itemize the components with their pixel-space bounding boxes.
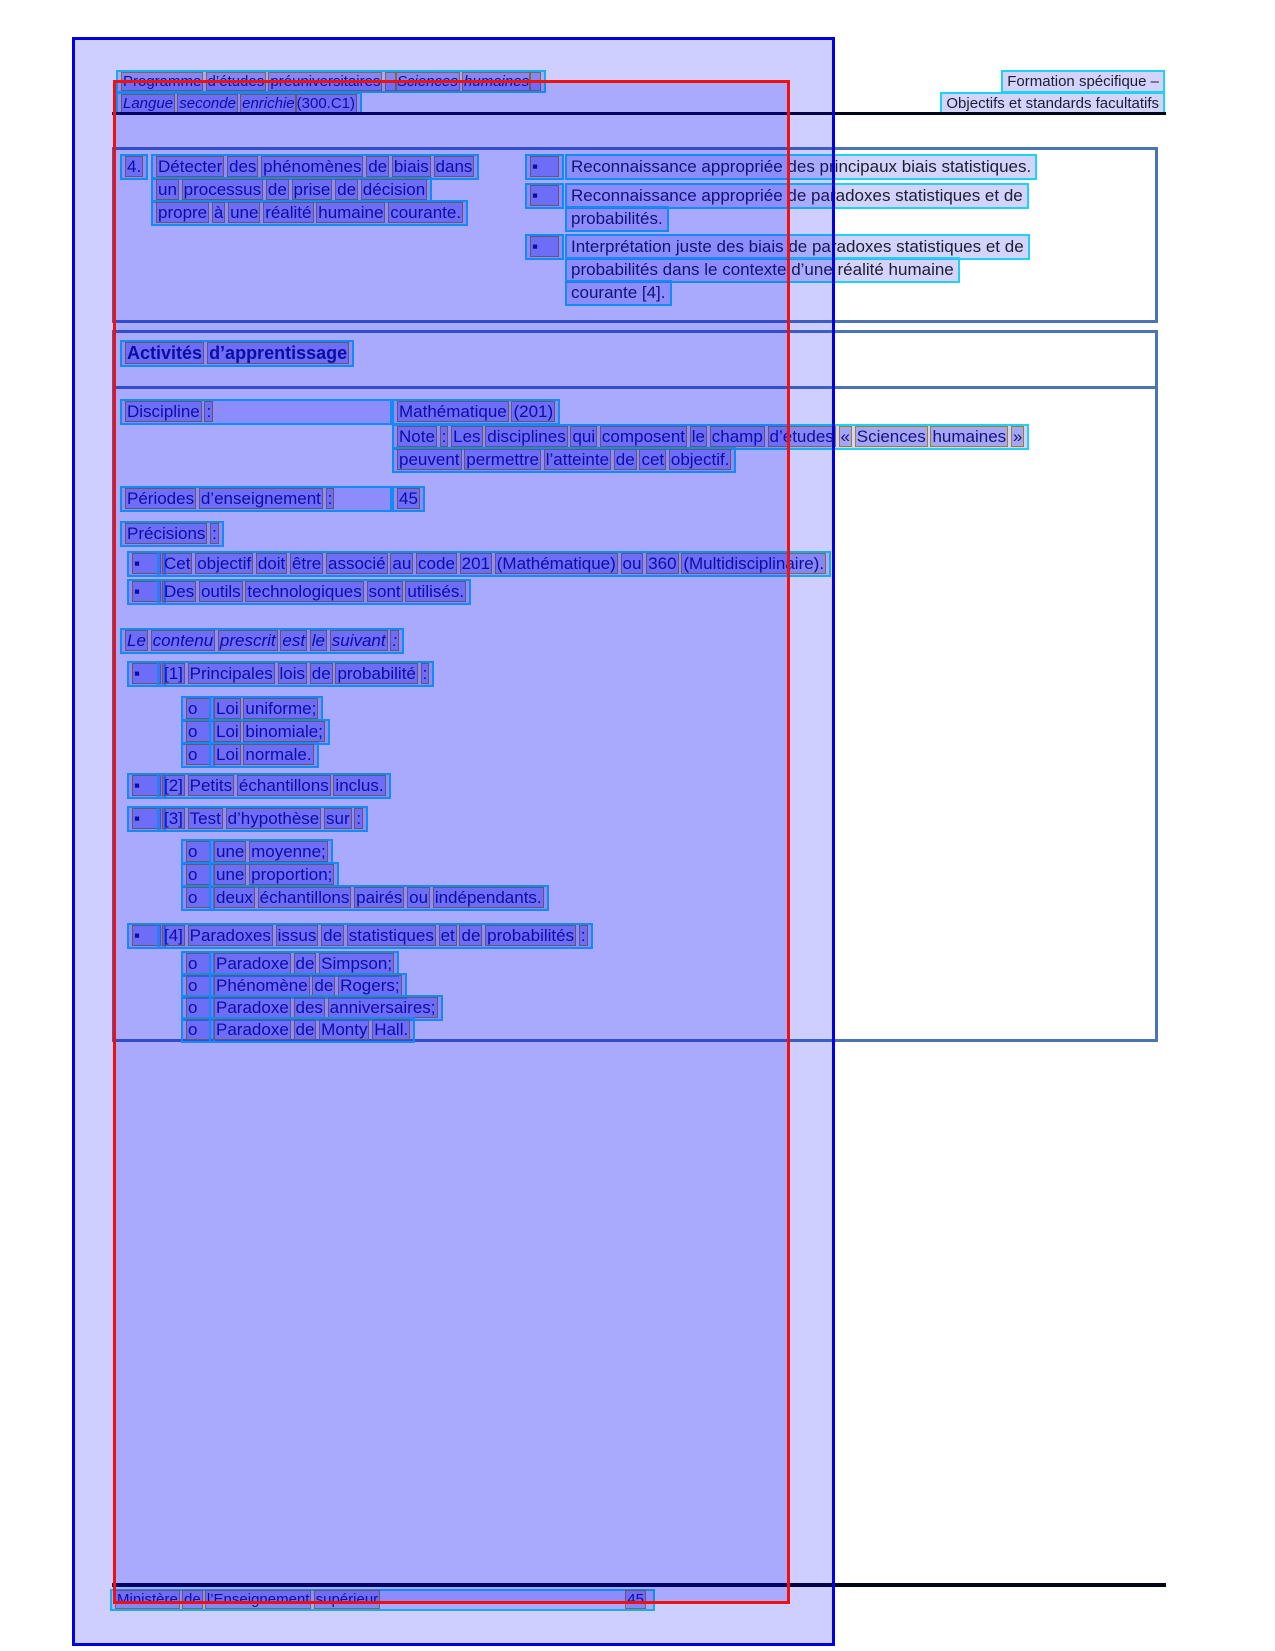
page-number: 45 xyxy=(627,1591,644,1609)
discipline-label: Discipline : xyxy=(120,399,392,425)
content-sub-item: deux échantillons pairés ou indépendants. xyxy=(209,885,549,911)
content-sub-item: Phénomène de Rogers; xyxy=(209,973,407,999)
header-rule xyxy=(112,112,1166,115)
content-sub-item: Loi uniforme; xyxy=(209,696,323,722)
content-item: [1] Principales lois de probabilité : xyxy=(157,661,434,687)
content-sub-bullet-icon: o xyxy=(181,719,215,745)
content-sub-item: Loi binomiale; xyxy=(209,719,330,745)
criteria-line: Interprétation juste des biais de paradoxes statistiques et de xyxy=(565,234,1030,260)
criteria-bullet-icon: ▪ xyxy=(525,183,564,209)
content-sub-item: Paradoxe des anniversaires; xyxy=(209,995,443,1021)
content-sub-bullet-icon: o xyxy=(181,995,215,1021)
content-sub-bullet-icon: o xyxy=(181,973,215,999)
header-course-name: Langue seconde enrichie xyxy=(123,95,295,112)
criteria-line: probabilités dans le contexte d’une réalité humaine xyxy=(565,257,960,283)
header-course-code: (300.C1) xyxy=(296,95,356,112)
content-sub-bullet-icon: o xyxy=(181,885,215,911)
precision-bullet: Des outils technologiques sont utilisés. xyxy=(157,579,471,605)
header-dash: – xyxy=(531,73,540,90)
header-right-line2: Objectifs et standards facultatifs xyxy=(940,92,1165,115)
criteria-bullet-icon: ▪ xyxy=(525,154,564,180)
activities-title: Activités d’apprentissage xyxy=(120,340,354,367)
precision-bullet-icon: ▪ xyxy=(127,579,166,605)
criteria-line: probabilités. xyxy=(565,206,669,232)
content-intro: Le contenu prescrit est le suivant : xyxy=(120,628,404,654)
content-sub-item: Paradoxe de Monty Hall. xyxy=(209,1017,415,1043)
discipline-note-line: Note : Les disciplines qui composent le champ d’études « Sciences humaines » xyxy=(392,424,1029,450)
content-sub-item: Paradoxe de Simpson; xyxy=(209,951,399,977)
criteria-line: Reconnaissance appropriée des principaux biais statistiques. xyxy=(565,154,1037,180)
content-item-bullet-icon: ▪ xyxy=(127,661,166,687)
objective-statement-line: un processus de prise de décision xyxy=(151,177,432,203)
periods-label: Périodes d’enseignement : xyxy=(120,486,392,512)
header-program-field: Sciences humaines xyxy=(396,73,530,90)
content-item-bullet-icon: ▪ xyxy=(127,773,166,799)
content-sub-item: une proportion; xyxy=(209,862,339,888)
content-item: [2] Petits échantillons inclus. xyxy=(157,773,391,799)
objective-statement-line: propre à une réalité humaine courante. xyxy=(151,200,468,226)
header-program-text: Programme d’études préuniversitaires – xyxy=(123,73,395,90)
discipline-note-line: peuvent permettre l’atteinte de cet objectif. xyxy=(392,447,736,473)
content-sub-bullet-icon: o xyxy=(181,742,215,768)
activities-table xyxy=(112,330,1158,1042)
content-sub-bullet-icon: o xyxy=(181,839,215,865)
criteria-line: Reconnaissance appropriée de paradoxes statistiques et de xyxy=(565,183,1029,209)
criteria-bullet-icon: ▪ xyxy=(525,234,564,260)
content-sub-bullet-icon: o xyxy=(181,1017,215,1043)
header-left-line1 xyxy=(116,70,546,93)
content-sub-item: Loi normale. xyxy=(209,742,319,768)
content-item: [3] Test d’hypothèse sur : xyxy=(157,806,368,832)
activities-header-divider xyxy=(115,386,1155,389)
header-right-line1: Formation spécifique – xyxy=(1001,70,1165,93)
ministry-name: Ministère de l’Enseignement supérieur xyxy=(117,1591,379,1609)
footer-rule xyxy=(112,1583,1166,1587)
objective-statement-line: Détecter des phénomènes de biais dans xyxy=(151,154,479,180)
discipline-value: Mathématique (201) xyxy=(392,399,560,425)
precisions-label: Précisions : xyxy=(120,521,224,547)
content-sub-item: une moyenne; xyxy=(209,839,333,865)
criteria-line: courante [4]. xyxy=(565,280,672,306)
objective-number: 4. xyxy=(120,154,148,180)
objective-table xyxy=(112,147,1158,323)
content-item-bullet-icon: ▪ xyxy=(127,806,166,832)
content-sub-bullet-icon: o xyxy=(181,696,215,722)
content-item-bullet-icon: ▪ xyxy=(127,923,166,949)
content-sub-bullet-icon: o xyxy=(181,862,215,888)
content-sub-bullet-icon: o xyxy=(181,951,215,977)
precision-bullet: Cet objectif doit être associé au code 201 (Mathématique) ou 360 (Multidisciplinaire). xyxy=(157,551,831,577)
footer-line xyxy=(110,1589,655,1611)
periods-value: 45 xyxy=(392,486,425,512)
content-item: [4] Paradoxes issus de statistiques et de probabilités : xyxy=(157,923,593,949)
precision-bullet-icon: ▪ xyxy=(127,551,166,577)
